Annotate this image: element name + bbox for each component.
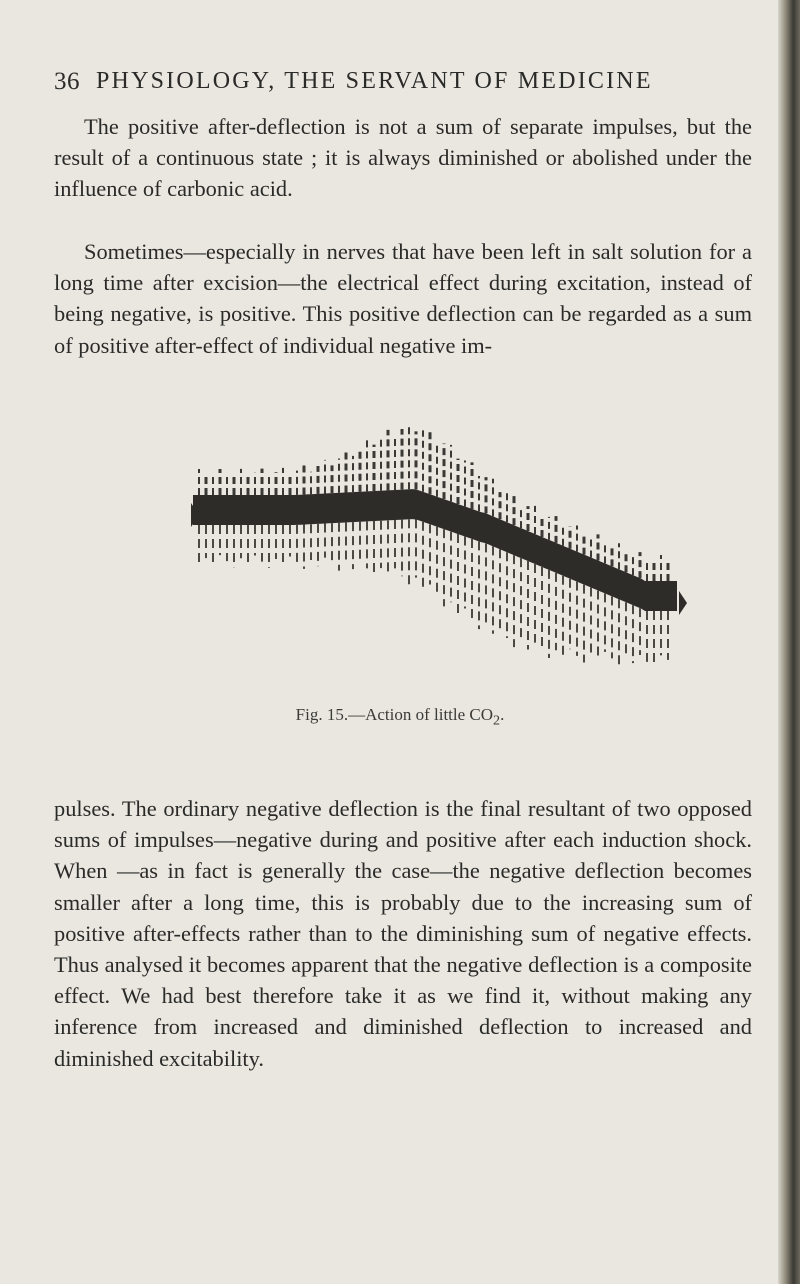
arrow-icon — [679, 591, 687, 615]
trace-marks — [191, 424, 687, 666]
paragraph-sometimes: Sometimes—especially in nerves that have been left in salt solution for a long time after excision—the electrical effect during excitation, instead of being negative, is positive. This positive deflection can be regarded as a sum of positive after-effect of individual negative im- — [54, 239, 752, 358]
paragraph-pulses: pulses. The ordinary negative deflection is the final resultant of two opposed sums of impulses—negative during and positive after each induction shock. When —as in fact is generally the case—the negative deflection becomes smaller after a long time, this is probably due to the increasing sum of positive after-effects rather than to the diminishing sum of negative effects. Thus analysed it becomes apparent that the negative deflection is a composite effect. We had best therefore take it as we find it, without making any inference from increased and diminished deflection to increased and diminished excitability. — [54, 796, 752, 1071]
paragraph-positive-after-deflection: The positive after-deflection is not a sum of separate impulses, but the result of a continuous state ; it is always diminished or abolished under the influence of carbonic acid. — [54, 114, 752, 202]
running-title: PHYSIOLOGY, THE SERVANT OF MEDICINE — [96, 68, 653, 94]
caption-subscript: 2 — [493, 712, 501, 729]
caption-text: Fig. 15.—Action of little CO — [295, 705, 494, 724]
page-edge-shadow — [778, 0, 800, 1284]
figure-caption — [0, 705, 800, 729]
caption-period: . — [500, 705, 505, 724]
page-number: 36 — [54, 68, 80, 95]
running-header — [0, 68, 800, 108]
figure-galvanometer-trace — [185, 365, 705, 695]
